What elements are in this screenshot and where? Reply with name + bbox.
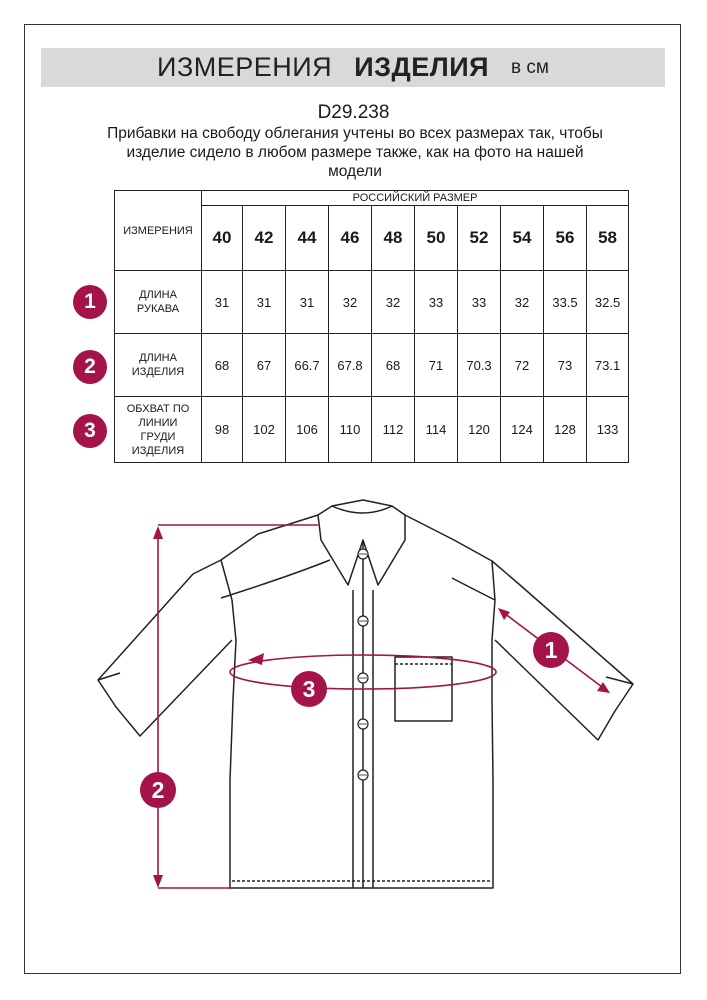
measurement-label-line: ИЗДЕЛИЯ — [131, 444, 185, 457]
measurement-value: 120 — [458, 397, 501, 463]
size-50: 50 — [415, 206, 458, 271]
measurement-value: 133 — [587, 397, 629, 463]
measurement-value: 32 — [501, 271, 544, 334]
fit-note: Прибавки на свободу облегания учтены во всех размерах так, чтобы изделие сидело в любом размере также, как на фото на нашей модели — [107, 125, 603, 180]
measurement-value: 106 — [286, 397, 329, 463]
measurement-value: 70.3 — [458, 334, 501, 397]
measurement-value: 32 — [372, 271, 415, 334]
row-number-badge: 1 — [73, 285, 107, 319]
measurement-label-line: ЛИНИИ — [138, 416, 178, 429]
measurement-value: 67.8 — [329, 334, 372, 397]
size-52: 52 — [458, 206, 501, 271]
measurement-value: 73 — [544, 334, 587, 397]
yoke-line — [221, 560, 330, 598]
left-sleeve-outline — [98, 515, 318, 736]
title-bold: ИЗДЕЛИЯ — [354, 52, 490, 82]
measurement-value: 32.5 — [587, 271, 629, 334]
diagram-marker-chest: 3 — [291, 671, 327, 707]
size-40: 40 — [202, 206, 243, 271]
measurement-value: 98 — [202, 397, 243, 463]
diagram-marker-length: 2 — [140, 772, 176, 808]
measurement-value: 66.7 — [286, 334, 329, 397]
size-48: 48 — [372, 206, 415, 271]
measurement-value: 110 — [329, 397, 372, 463]
measurement-value: 114 — [415, 397, 458, 463]
measurement-label-line: ДЛИНА — [139, 289, 177, 301]
measurement-value: 31 — [202, 271, 243, 334]
measurement-value: 68 — [202, 334, 243, 397]
corner-label: ИЗМЕРЕНИЯ — [115, 191, 202, 271]
measurement-value: 67 — [243, 334, 286, 397]
measurement-value: 112 — [372, 397, 415, 463]
measurement-label-line: РУКАВА — [136, 303, 180, 315]
row-number-badge: 3 — [73, 414, 107, 448]
title-unit: в см — [511, 57, 549, 78]
measurement-value: 72 — [501, 334, 544, 397]
right-sleeve-outline — [405, 515, 633, 740]
measurement-value: 33.5 — [544, 271, 587, 334]
measurement-label-line: ИЗДЕЛИЯ — [131, 366, 185, 378]
measurement-value: 31 — [243, 271, 286, 334]
measurement-label-line: ОБХВАТ ПО — [126, 402, 190, 415]
size-56: 56 — [544, 206, 587, 271]
size-46: 46 — [329, 206, 372, 271]
measurement-value: 32 — [329, 271, 372, 334]
size-header: РОССИЙСКИЙ РАЗМЕР — [202, 191, 629, 206]
measurement-value: 124 — [501, 397, 544, 463]
measurement-value: 71 — [415, 334, 458, 397]
measurement-value: 31 — [286, 271, 329, 334]
title-main: ИЗМЕРЕНИЯ — [157, 52, 333, 82]
size-58: 58 — [587, 206, 629, 271]
measurement-label-line: ДЛИНА — [139, 352, 177, 364]
measurement-value: 33 — [458, 271, 501, 334]
measurement-value: 73.1 — [587, 334, 629, 397]
diagram-marker-sleeve: 1 — [533, 632, 569, 668]
measurement-label-line: ГРУДИ — [140, 430, 176, 443]
size-44: 44 — [286, 206, 329, 271]
size-54: 54 — [501, 206, 544, 271]
size-42: 42 — [243, 206, 286, 271]
measurement-value: 33 — [415, 271, 458, 334]
measurement-value: 102 — [243, 397, 286, 463]
measurement-value: 128 — [544, 397, 587, 463]
article-number: D29.238 — [317, 102, 390, 123]
row-number-badge: 2 — [73, 350, 107, 384]
measurement-value: 68 — [372, 334, 415, 397]
